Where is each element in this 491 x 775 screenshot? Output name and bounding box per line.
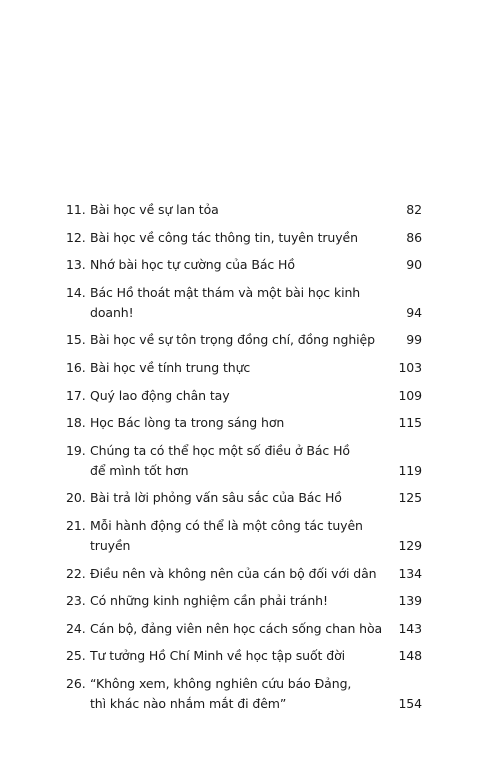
toc-entry-number: 17.	[66, 387, 86, 403]
toc-entry-number: 14.	[66, 284, 86, 300]
toc-entry-page: 139	[398, 593, 422, 609]
toc-entry[interactable]	[66, 200, 422, 220]
toc-entry[interactable]	[66, 516, 422, 556]
toc-entry[interactable]	[66, 441, 422, 481]
toc-entry[interactable]	[66, 564, 422, 584]
toc-entry-page: 99	[406, 332, 422, 348]
toc-entry-title: Bác Hồ thoát mật thám và một bài học kinh doanh!	[90, 284, 361, 320]
toc-entry-title: Nhớ bài học tự cường của Bác Hồ	[90, 257, 295, 273]
toc-entry-title: Bài học về công tác thông tin, tuyên truyền	[90, 229, 358, 245]
toc-entry[interactable]	[66, 358, 422, 378]
toc-entry-number: 12.	[66, 229, 86, 245]
toc-entry[interactable]	[66, 330, 422, 350]
toc-entry-number: 20.	[66, 490, 86, 506]
toc-entry-number: 23.	[66, 593, 86, 609]
toc-entry-number: 25.	[66, 648, 86, 664]
toc-entry-title: Bài học về sự lan tỏa	[90, 202, 219, 217]
toc-entry-number: 21.	[66, 517, 86, 533]
toc-entry-title: Mỗi hành động có thể là một công tác tuyên truyền	[90, 517, 363, 553]
toc-entry[interactable]	[66, 591, 422, 611]
toc-entry[interactable]	[66, 283, 422, 323]
toc-entry-page: 148	[398, 648, 422, 664]
toc-entry-page: 109	[398, 387, 422, 403]
toc-entry-page: 119	[398, 462, 422, 478]
toc-entry-page: 115	[398, 415, 422, 431]
toc-entry-page: 154	[398, 695, 422, 711]
toc-entry-number: 16.	[66, 359, 86, 375]
toc-entry-title: “Không xem, không nghiên cứu báo Đảng, thì khác nào nhắm mắt đi đêm”	[90, 675, 352, 711]
toc-entry-page: 143	[398, 620, 422, 636]
toc-entry-page: 86	[406, 229, 422, 245]
toc-entry-page: 94	[406, 304, 422, 320]
toc-entry-title: Tư tưởng Hồ Chí Minh về học tập suốt đời	[90, 648, 345, 664]
toc-entry-title: Có những kinh nghiệm cần phải tránh!	[90, 593, 328, 609]
toc-entry[interactable]	[66, 413, 422, 433]
toc-entry-number: 13.	[66, 257, 86, 273]
toc-entry-title: Bài học về sự tôn trọng đồng chí, đồng nghiệp	[90, 332, 375, 348]
toc-entry-title: Bài học về tính trung thực	[90, 359, 251, 375]
toc-entry-page: 125	[398, 490, 422, 506]
toc-entry[interactable]	[66, 674, 422, 714]
toc-entry-page: 82	[406, 202, 422, 217]
toc-entry[interactable]	[66, 488, 422, 508]
toc-entry-number: 22.	[66, 565, 86, 581]
toc-entry-number: 19.	[66, 442, 86, 458]
toc-entry-page: 90	[406, 257, 422, 273]
toc-entry[interactable]	[66, 646, 422, 666]
toc-entry[interactable]	[66, 619, 422, 639]
toc-entry[interactable]	[66, 386, 422, 406]
toc-entry-title: Điều nên và không nên của cán bộ đối với dân	[90, 565, 377, 581]
toc-entry-number: 11.	[66, 202, 86, 217]
toc-entry-number: 18.	[66, 415, 86, 431]
toc-entry-page: 129	[398, 537, 422, 553]
toc-entry[interactable]	[66, 228, 422, 248]
toc-entry[interactable]	[66, 255, 422, 275]
toc-entry-page: 103	[398, 359, 422, 375]
toc-entry-title: Bài trả lời phỏng vấn sâu sắc của Bác Hồ	[90, 490, 342, 506]
toc-entry-page: 134	[398, 565, 422, 581]
toc-entry-title: Quý lao động chân tay	[90, 387, 230, 403]
table-of-contents	[66, 200, 422, 722]
toc-entry-number: 15.	[66, 332, 86, 348]
toc-entry-number: 24.	[66, 620, 86, 636]
toc-entry-title: Cán bộ, đảng viên nên học cách sống chan hòa	[90, 620, 383, 636]
toc-entry-title: Chúng ta có thể học một số điều ở Bác Hồ để mình tốt hơn	[90, 442, 350, 478]
toc-entry-number: 26.	[66, 675, 86, 691]
toc-entry-title: Học Bác lòng ta trong sáng hơn	[90, 415, 285, 431]
